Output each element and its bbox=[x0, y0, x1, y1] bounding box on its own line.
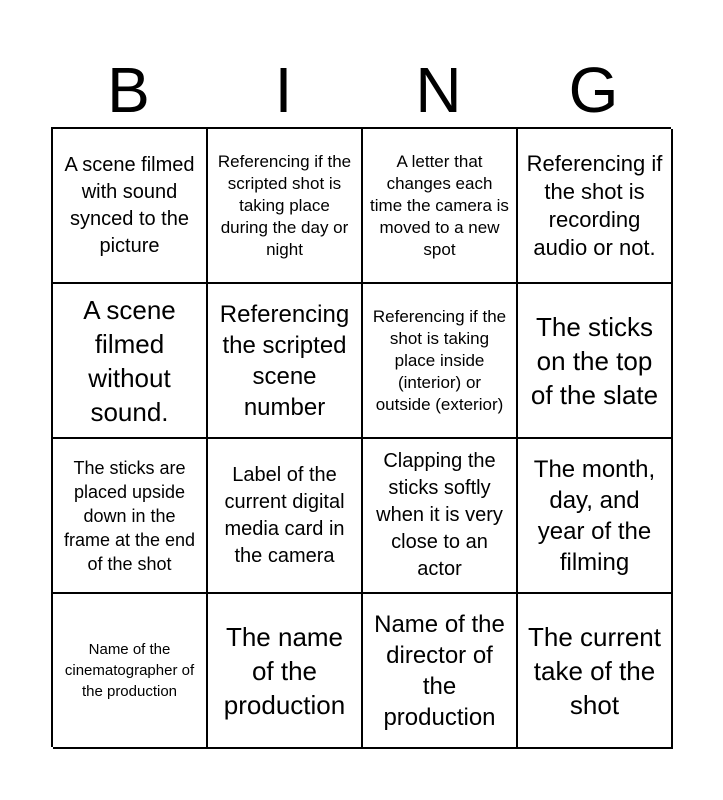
bingo-cell[interactable] bbox=[518, 284, 673, 439]
bingo-cell-text: The month, day, and year of the filming bbox=[533, 455, 656, 576]
bingo-cell[interactable] bbox=[518, 129, 673, 284]
bingo-cell-text: A scene filmed without sound. bbox=[83, 294, 176, 427]
bingo-cell[interactable] bbox=[518, 439, 673, 594]
bingo-cell[interactable] bbox=[53, 284, 208, 439]
header-letter-i: I bbox=[274, 54, 293, 126]
bingo-cell-text: Name of the director of the production bbox=[374, 610, 505, 731]
bingo-cell[interactable] bbox=[208, 284, 363, 439]
bingo-cell-text: Referencing the scripted scene number bbox=[219, 300, 350, 421]
header-letter-n: N bbox=[415, 54, 462, 126]
header-letter-b: B bbox=[107, 54, 150, 126]
bingo-header bbox=[51, 52, 671, 128]
bingo-cell-text: Referencing if the scripted shot is taking place during the day or night bbox=[217, 151, 352, 259]
bingo-cell[interactable] bbox=[53, 594, 208, 749]
bingo-cell[interactable] bbox=[53, 439, 208, 594]
bingo-cell-text: Referencing if the shot is taking place inside (interior) or outside (exterior) bbox=[372, 306, 507, 414]
bingo-cell[interactable] bbox=[208, 594, 363, 749]
bingo-cell-text: Referencing if the shot is recording audio or not. bbox=[526, 150, 663, 260]
bingo-cell-text: A letter that changes each time the camera is moved to a new spot bbox=[370, 151, 509, 259]
bingo-cell-text: The sticks on the top of the slate bbox=[530, 311, 659, 410]
bingo-cell[interactable] bbox=[53, 129, 208, 284]
bingo-cell-text: Name of the cinematographer of the production bbox=[64, 641, 195, 700]
bingo-cell-text: A scene filmed with sound synced to the picture bbox=[64, 153, 195, 257]
bingo-cell-text: Clapping the sticks softly when it is very close to an actor bbox=[376, 450, 503, 580]
bingo-cell-text: The sticks are placed upside down in the frame at the end of the shot bbox=[63, 457, 196, 574]
bingo-cell[interactable] bbox=[208, 129, 363, 284]
bingo-cell[interactable] bbox=[363, 594, 518, 749]
bingo-board bbox=[51, 127, 671, 747]
bingo-cell[interactable] bbox=[208, 439, 363, 594]
bingo-cell-text: The name of the production bbox=[223, 621, 346, 720]
bingo-cell-text: Label of the current digital media card in the camera bbox=[224, 463, 345, 567]
bingo-cell[interactable] bbox=[363, 439, 518, 594]
bingo-cell[interactable] bbox=[363, 284, 518, 439]
header-letter-g: G bbox=[568, 54, 619, 126]
bingo-cell[interactable] bbox=[518, 594, 673, 749]
bingo-cell-text: The current take of the shot bbox=[528, 621, 661, 720]
bingo-cell[interactable] bbox=[363, 129, 518, 284]
